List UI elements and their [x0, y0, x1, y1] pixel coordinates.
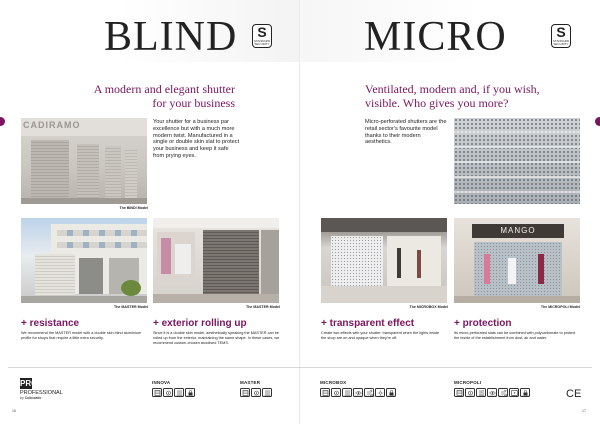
microbox-mall-photo [321, 218, 447, 303]
icon-label: MOTOR [333, 397, 340, 398]
feature-exterior-rolling-title: + exterior rolling up [153, 318, 247, 329]
motor-icon [163, 388, 173, 397]
icon-label: SECURITY [186, 397, 195, 398]
icon-label: SECURITY [521, 397, 530, 398]
icon-label: VISIBILITY [488, 397, 497, 398]
motor-icon [251, 388, 261, 397]
microbox-photo-caption: The MICROBOX Model [409, 305, 448, 309]
product-master [240, 380, 273, 399]
micro-perforated-photo [454, 118, 580, 204]
icon-label: SCREENS [175, 397, 184, 398]
icon-label: VENTILATION [364, 397, 375, 398]
right-page-title: MICRO [364, 14, 507, 60]
slats-icon [342, 388, 352, 397]
page-marker-dot-right [595, 117, 600, 126]
right-subtitle [365, 83, 580, 110]
air-icon [364, 388, 374, 397]
left-subtitle [40, 83, 235, 110]
icon-label: POLI [512, 397, 517, 398]
standard-security-badge-right [551, 24, 571, 48]
air-icon [498, 388, 508, 397]
blind-photo-caption: The BINDI Model [119, 206, 148, 210]
master-photo-caption-1: The MASTER Model [114, 305, 148, 309]
micropoli-photo-caption: The MICROPOLI Model [540, 305, 580, 309]
master-shopfront-photo [153, 218, 279, 303]
product-name: MASTER [240, 380, 261, 385]
left-subtitle-line1: A modern and elegant shutter [93, 82, 235, 96]
lock-icon [185, 388, 195, 397]
product-microbox [320, 380, 397, 399]
page-number-right: 17 [582, 409, 586, 413]
sun-icon [375, 388, 385, 397]
left-page-title: BLIND [104, 14, 238, 60]
product-icon-row [152, 388, 196, 397]
icon-label: MOTOR [253, 397, 260, 398]
right-subtitle-line1: Ventilated, modern and, if you wish, [365, 82, 540, 96]
icon-label: manual [322, 397, 329, 398]
poli-icon [509, 388, 519, 397]
product-micropoli [454, 380, 531, 399]
shutter-icon [152, 388, 162, 397]
left-subtitle-line2: for your business [152, 95, 235, 110]
svg-text:P: P [513, 391, 515, 395]
shutter-icon [454, 388, 464, 397]
icon-label: SCREENS [343, 397, 352, 398]
badge-letter: S [556, 24, 566, 40]
icon-label: MOTOR [165, 397, 172, 398]
icon-label: manual [154, 397, 161, 398]
master-photo-caption-2: The MASTER Model [246, 305, 280, 309]
icon-label: SCREENS [477, 397, 486, 398]
feature-resistance-title: + resistance [21, 318, 80, 329]
logo-pro: PRO [20, 379, 38, 388]
badge-caption: STANDARD SECURITY [253, 39, 271, 46]
right-intro-text: Micro-perforated shutters are the retail sector's favourite model thanks to their modern aesthetics. [365, 119, 447, 146]
blind-model-photo [21, 118, 147, 204]
badge-letter: S [257, 24, 267, 40]
shop-sign-text: CADIRAMO [23, 120, 81, 130]
feature-protection-title: + protection [454, 318, 512, 329]
product-icon-row [240, 388, 273, 397]
product-icon-labels [454, 397, 531, 399]
feature-transparent-effect-text: Create two effects with your shutter: transparent when the lights inside the shop are on and opaque when they're off. [321, 331, 440, 340]
icon-label: LIGHT [378, 397, 383, 398]
icon-label: SECURITY [387, 397, 396, 398]
feature-exterior-rolling-text: Since it is a double skin model, aesthetically speaking the MASTER can be rolled up from the exterior, maintaining the same shape. In these cases, we recommend custom-chosen anodised TEMS. [153, 331, 280, 345]
page-marker-dot-left [0, 117, 5, 126]
page-number-left: 16 [12, 409, 16, 413]
standard-security-badge-left [252, 24, 272, 48]
product-name: INNOVA [152, 380, 171, 385]
logo-professional: PROFESSIONAL [20, 390, 63, 396]
slats-icon [262, 388, 272, 397]
feature-protection-text: Its micro-perforated slats can be combined with polycarbonate to protect the inside of the establishment from dust, air and water. [454, 331, 576, 340]
shutter-icon [320, 388, 330, 397]
page-spread-divider [299, 0, 301, 424]
product-icon-labels [240, 397, 273, 399]
icon-label: SCREENS [263, 397, 272, 398]
lock-icon [520, 388, 530, 397]
icon-label: VISIBILITY [354, 397, 363, 398]
lock-icon [386, 388, 396, 397]
product-icon-labels [152, 397, 196, 399]
icon-label: manual [242, 397, 249, 398]
left-intro-text: Your shutter for a business par excellence but with a much more modern twist. Manufactured in a single or double skin slat to protect your business and keep it safe from prying eyes. [153, 119, 240, 159]
footer-rule [8, 367, 592, 368]
product-icon-row [320, 388, 397, 397]
product-icon-row [454, 388, 531, 397]
product-name: MICROPOLI [454, 380, 482, 385]
feature-resistance-text: We recommend the MASTER model with a double skin blind aluminium profile for shops that require a little extra security. [21, 331, 142, 340]
slats-icon [174, 388, 184, 397]
badge-caption: STANDARD SECURITY [552, 39, 570, 46]
ce-mark: CE [566, 388, 582, 400]
micropoli-mango-photo [454, 218, 580, 303]
logo-by: by [20, 396, 24, 400]
pro-professional-logo [20, 378, 64, 400]
motor-icon [465, 388, 475, 397]
right-subtitle-line2: visible. Who gives you more? [365, 95, 509, 110]
slats-icon [476, 388, 486, 397]
logo-brand: Collcoatic [24, 396, 42, 400]
eye-icon [353, 388, 363, 397]
master-building-photo [21, 218, 147, 303]
motor-icon [331, 388, 341, 397]
product-name: MICROBOX [320, 380, 347, 385]
product-icon-labels [320, 397, 397, 399]
mango-sign-text: MANGO [500, 226, 536, 235]
feature-transparent-effect-title: + transparent effect [321, 318, 415, 329]
icon-label: manual [456, 397, 463, 398]
eye-icon [487, 388, 497, 397]
icon-label: VENTILATION [498, 397, 509, 398]
shutter-icon [240, 388, 250, 397]
product-innova [152, 380, 196, 399]
icon-label: MOTOR [467, 397, 474, 398]
